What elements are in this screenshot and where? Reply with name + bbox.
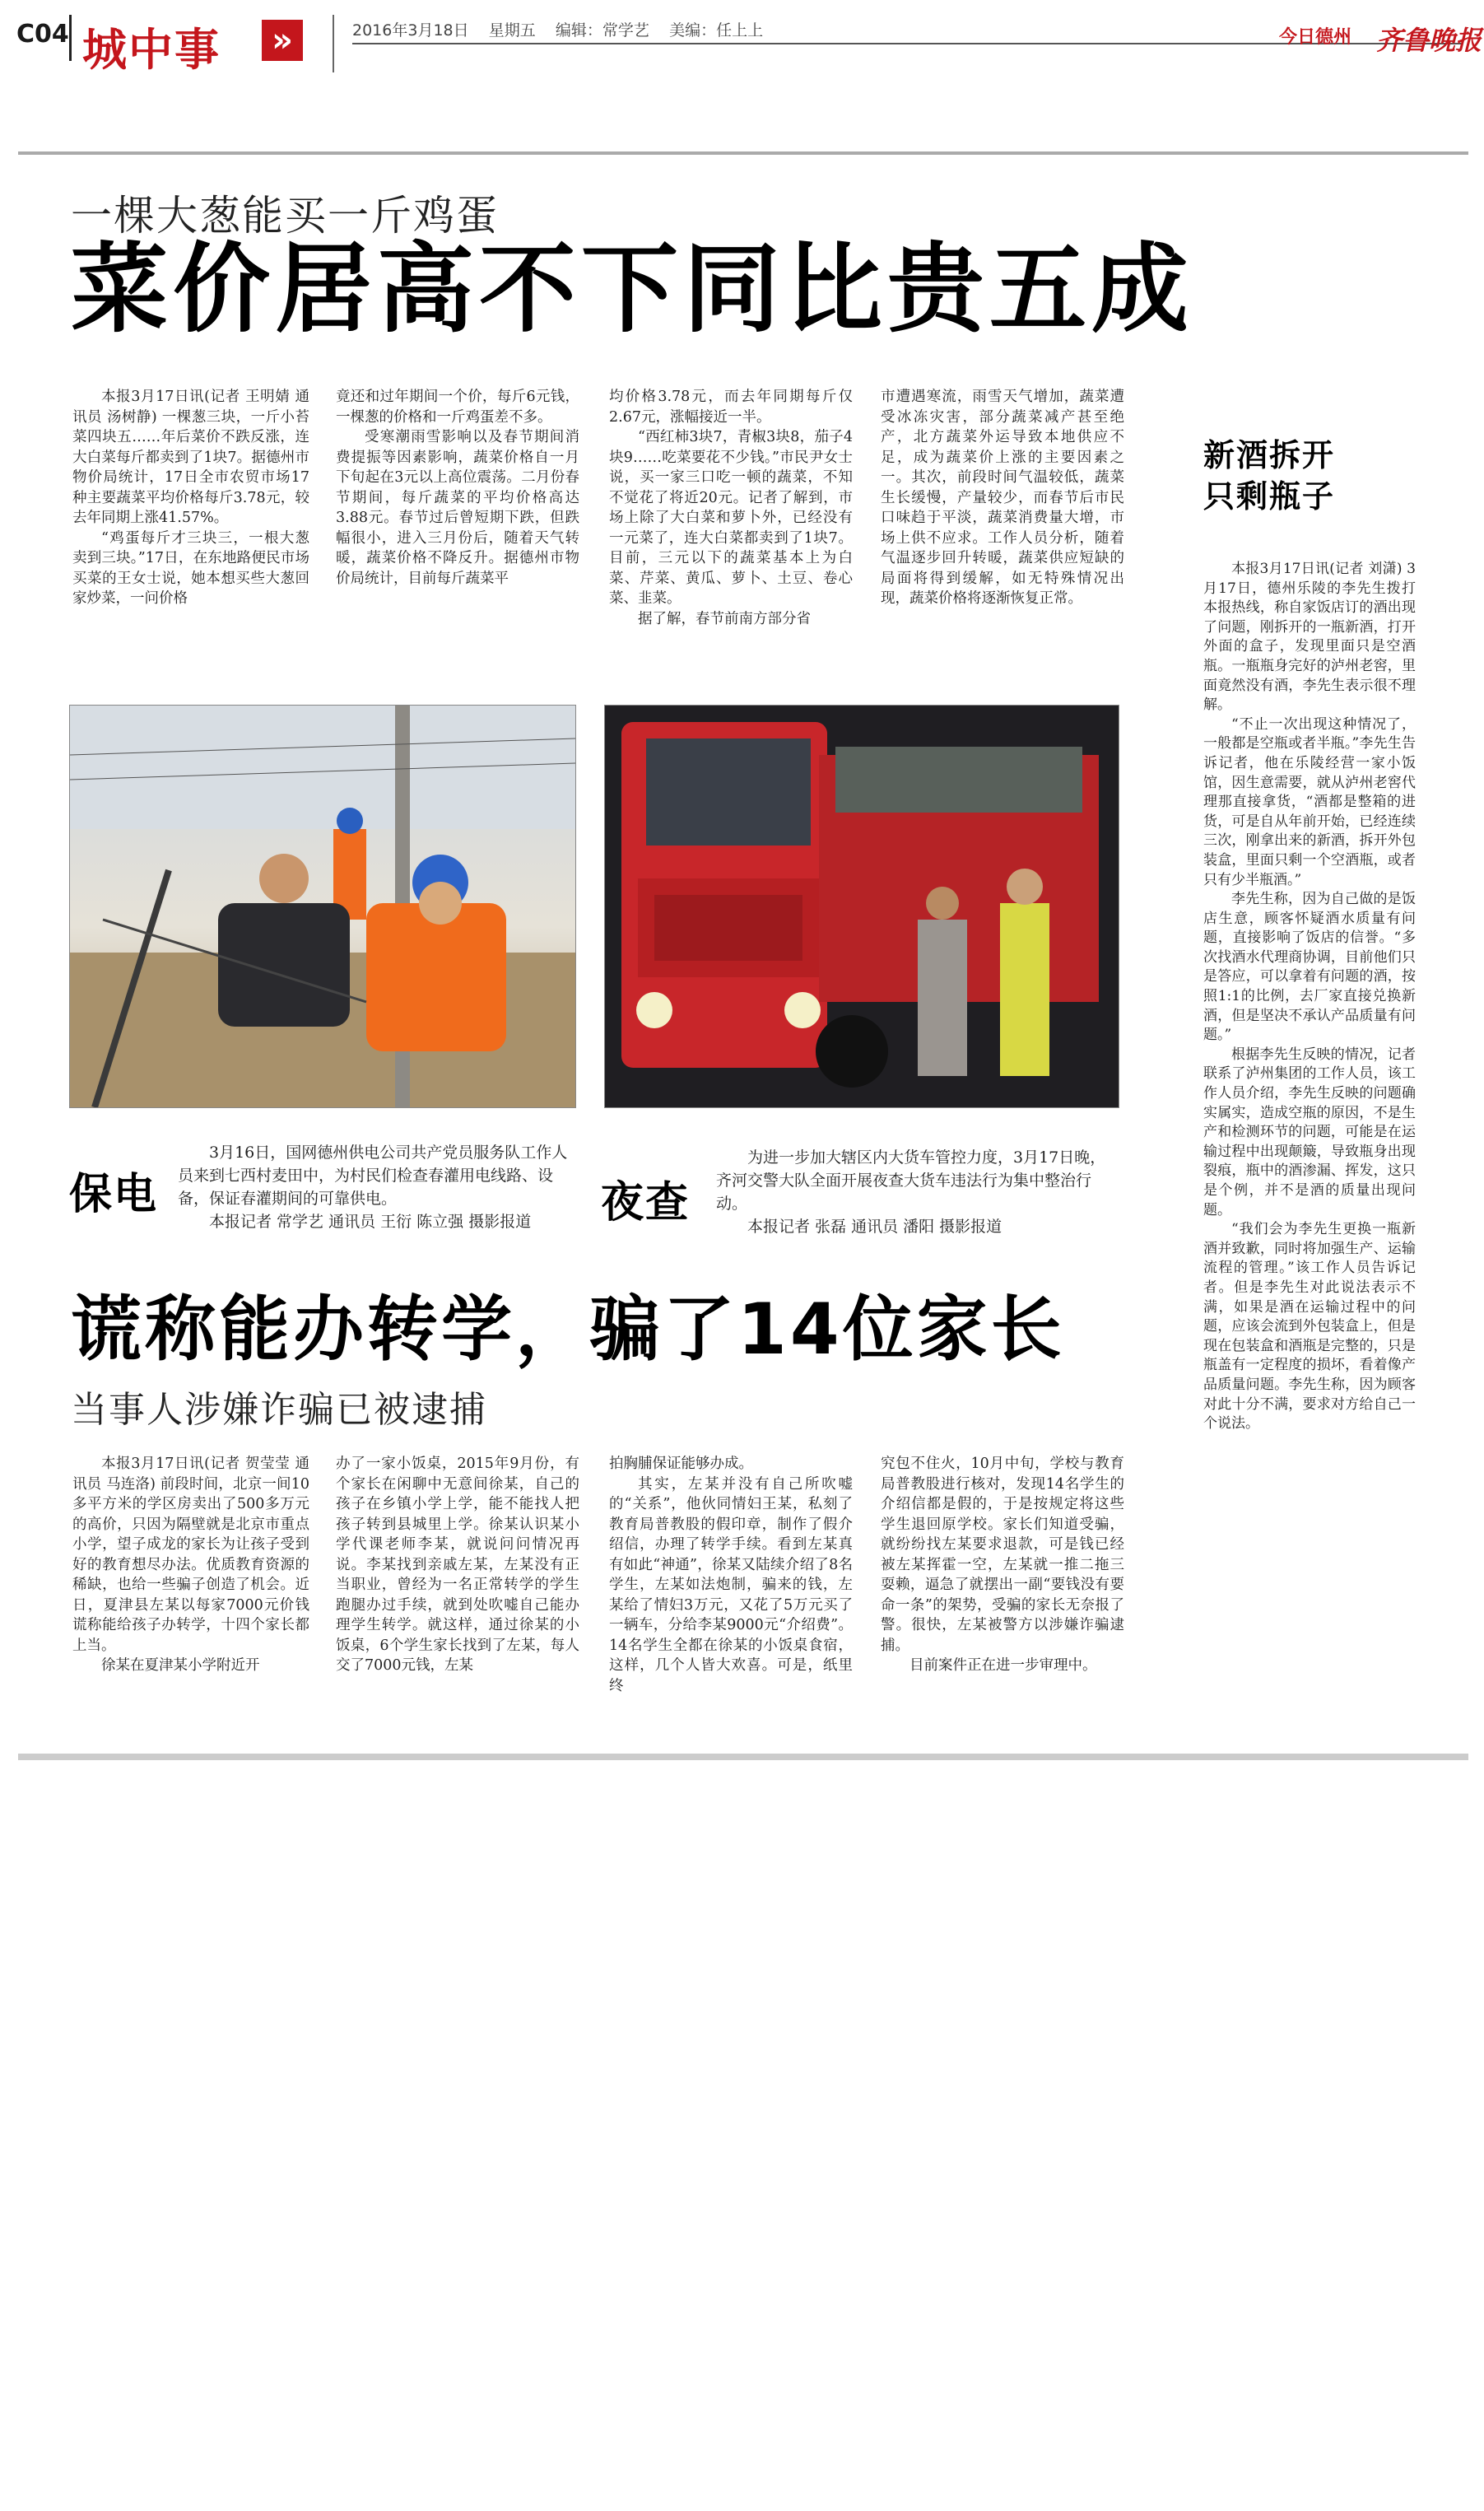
article2-headline: 谎称能办转学，骗了14位家长	[71, 1288, 1065, 1371]
paragraph: 据了解，春节前南方部分省	[638, 610, 811, 627]
paragraph: 拍胸脯保证能够办成。	[609, 1456, 753, 1472]
article1-headline: 菜价居高不下同比贵五成	[71, 232, 1194, 346]
photo1-headline: 保电	[69, 1170, 159, 1219]
headline-line: 只剩瓶子	[1203, 478, 1336, 515]
article2-column-4	[881, 1454, 1124, 1676]
paragraph: 竟还和过年期间一个价，每斤6元钱，一棵葱的价格和一斤鸡蛋差不多。	[336, 389, 579, 426]
paragraph: 均价格3.78元，而去年同期每斤仅2.67元，涨幅接近一半。	[609, 389, 853, 426]
paragraph: 本报3月17日讯(记者 贺莹莹 通讯员 马连洛) 前段时间，北京一间10多平方米的学区房卖出了500多万元的高价，只因为隔壁就是北京市重点小学，望子成龙的家长为让孩子受到好的教育想尽办法。优质教育资源的稀缺，也给一些骗子创造了机会。近日，夏津县左某以每家7000元价钱谎称能给孩子办转学，十四个家长都上当。	[72, 1456, 309, 1654]
photo-night-inspection	[604, 705, 1119, 1108]
header-divider	[333, 15, 334, 72]
paragraph: 本报3月17日讯(记者 刘潇) 3月17日，德州乐陵的李先生拨打本报热线，称自家饭店订的酒出现了问题，刚拆开的一瓶新酒，打开外面的盒子，发现里面只是空酒瓶。一瓶瓶身完好的泸州老窖，里面竟然没有酒，李先生表示很不理解。	[1203, 561, 1416, 714]
paragraph: “不止一次出现这种情况了，一般都是空瓶或者半瓶。”李先生告诉记者，他在乐陵经营一家小饭馆，因生意需要，就从泸州老窖代理那直接拿货，“酒都是整箱的进货，可是自从年前开始，已经连续三次，刚拿出来的新酒，拆开外包装盒，里面只剩一个空酒瓶，或者只有少半瓶酒。”	[1203, 715, 1416, 888]
newspaper-logo: 齐鲁晚报	[1376, 25, 1482, 56]
header-meta: 2016年3月18日 星期五 编辑：常学艺 美编：任上上	[352, 21, 764, 40]
article2-column-2	[336, 1454, 579, 1676]
edition-tag: 今日德州	[1279, 27, 1352, 48]
paragraph: 徐某在夏津某小学附近开	[101, 1657, 260, 1674]
photo-power-workers	[69, 705, 576, 1108]
paragraph: 李先生称，因为自己做的是饭店生意，顾客怀疑酒水质量有问题，直接影响了饭店的信誉。“多次找酒水代理商协调，目前他们只是答应，可以拿着有问题的酒，按照1:1的比例，去厂家直接兑换新酒，但是坚决不承认产品质量有问题。”	[1203, 891, 1416, 1044]
paragraph: “鸡蛋每斤才三块三，一根大葱卖到三块。”17日，在东地路便民市场买菜的王女士说，她本想买些大葱回家炒菜，一问价格	[72, 529, 309, 607]
top-rule	[18, 151, 1468, 155]
photo2-headline: 夜查	[601, 1178, 691, 1228]
article1-column-2	[336, 387, 579, 589]
photo1-caption	[178, 1141, 581, 1233]
article1-column-4	[881, 387, 1124, 609]
header-divider	[69, 15, 72, 61]
caption-credit: 本报记者 常学艺 通讯员 王衍 陈立强 摄影报道	[209, 1213, 532, 1231]
paragraph: 市遭遇寒流，雨雪天气增加，蔬菜遭受冰冻灾害，部分蔬菜减产甚至绝产，北方蔬菜外运导致本地供应不足，成为蔬菜价上涨的主要因素之一。其次，前段时间气温较低，蔬菜生长缓慢，产量较少，而春节后市民口味趋于平淡，蔬菜消费量大增，市场上供不应求。工作人员分析，随着气温逐步回升转暖，蔬菜供应短缺的局面将得到缓解，如无特殊情况出现，蔬菜价格将逐渐恢复正常。	[881, 389, 1124, 607]
paragraph: 其实，左某并没有自己所吹嘘的“关系”，他伙同情妇王某，私刻了教育局普教股的假印章，制作了假介绍信，办理了转学手续。看到左某真有如此“神通”，徐某又陆续介绍了8名学生，左某如法炮制，骗来的钱，左某给了情妇3万元，又花了5万元买了一辆车，分给李某9000元“介绍费”。14名学生全都在徐某的小饭桌食宿，这样，几个人皆大欢喜。可是，纸里终	[609, 1475, 853, 1694]
paragraph: 究包不住火，10月中旬，学校与教育局普教股进行核对，发现14名学生的介绍信都是假的，于是按规定将这些学生退回原学校。家长们知道受骗，就纷纷找左某要求退款，可是钱已经被左某挥霍一空，左某就一推二拖三耍赖，逼急了就摆出一副“要钱没有要命一条”的架势，受骗的家长无奈报了警。很快，左某被警方以涉嫌诈骗逮捕。	[881, 1456, 1124, 1654]
caption-text: 3月16日，国网德州供电公司共产党员服务队工作人员来到七西村麦田中，为村民们检查春灌用电线路、设备，保证春灌期间的可靠供电。	[178, 1144, 568, 1208]
article2-column-3	[609, 1454, 853, 1696]
headline-line: 新酒拆开	[1203, 437, 1336, 473]
side-article-headline	[1203, 435, 1335, 517]
paragraph: 受寒潮雨雪影响以及春节期间消费提振等因素影响，蔬菜价格自一月下旬起在3元以上高位震荡。二月份春节期间，每斤蔬菜的平均价格高达3.88元。春节过后曾短期下跌，但跌幅很小，进入三月份后，随着天气转暖，蔬菜价格不降反升。据德州市物价局统计，目前每斤蔬菜平	[336, 429, 579, 587]
paragraph: 目前案件正在进一步审理中。	[909, 1657, 1097, 1674]
article1-kicker: 一棵大葱能买一斤鸡蛋	[71, 192, 499, 240]
paragraph: “我们会为李先生更换一瓶新酒并致歉，同时将加强生产、运输流程的管理。”该工作人员告诉记者。但是李先生对此说法表示不满，如果是酒在运输过程中的问题，应该会流到外包装盒上，但是现在包装盒和酒瓶是完整的，只是瓶盖有一定程度的损坏，看着像产品质量问题。李先生称，因为顾客对此十分不满，要求对方给自己一个说法。	[1203, 1221, 1416, 1433]
caption-text: 为进一步加大辖区内大货车管控力度，3月17日晚，齐河交警大队全面开展夜查大货车违法行为集中整治行动。	[716, 1148, 1106, 1213]
article1-column-3	[609, 387, 853, 629]
paragraph: 办了一家小饭桌，2015年9月份，有个家长在闲聊中无意间徐某，自己的孩子在乡镇小学上学，能不能找人把孩子转到县城里上学。徐某认识某小学代课老师李某，就说问问情况再说。李某找到亲戚左某，左某没有正当职业，曾经为一名正常转学的学生跑腿办过手续，就到处吹嘘自己能办理学生转学。就这样，通过徐某的小饭桌，6个学生家长找到了左某，每人交了7000元钱，左某	[336, 1456, 579, 1674]
chevron-right-icon: »	[262, 20, 303, 61]
article1-column-1	[72, 387, 309, 609]
article2-column-1	[72, 1454, 309, 1676]
paragraph: “西红柿3块7，青椒3块8，茄子4块9……吃菜要花不少钱。”市民尹女士说，买一家三口吃一顿的蔬菜，不知不觉花了将近20元。记者了解到，市场上除了大白菜和萝卜外，已经没有一元菜了，连大白菜都卖到了1块7。目前，三元以下的蔬菜基本上为白菜、芹菜、黄瓜、萝卜、土豆、卷心菜、韭菜。	[609, 429, 853, 607]
paragraph: 根据李先生反映的情况，记者联系了泸州集团的工作人员，该工作人员介绍，李先生反映的问题确实属实，造成空瓶的原因，不是生产和检测环节的问题，可能是在运输过程中出现颠簸，导致瓶身出现裂痕，瓶中的酒渗漏、挥发，这只是个例，并不是酒的质量出现问题。	[1203, 1046, 1416, 1218]
bottom-rule	[18, 1754, 1468, 1760]
article2-subtitle: 当事人涉嫌诈骗已被逮捕	[71, 1389, 487, 1431]
caption-credit: 本报记者 张磊 通讯员 潘阳 摄影报道	[747, 1218, 1003, 1236]
section-title: 城中事	[82, 24, 221, 76]
paragraph: 本报3月17日讯(记者 王明婧 通讯员 汤树静) 一棵葱三块，一斤小苔菜四块五……年后菜价不跌反涨，连大白菜每斤都卖到了1块7。据德州市物价局统计，17日全市农贸市场17种主要蔬菜平均价格每斤3.78元，较去年同期上涨41.57%。	[72, 389, 309, 526]
side-article-body	[1203, 560, 1416, 1434]
photo2-caption	[716, 1146, 1119, 1238]
page-number: C04	[16, 20, 69, 49]
